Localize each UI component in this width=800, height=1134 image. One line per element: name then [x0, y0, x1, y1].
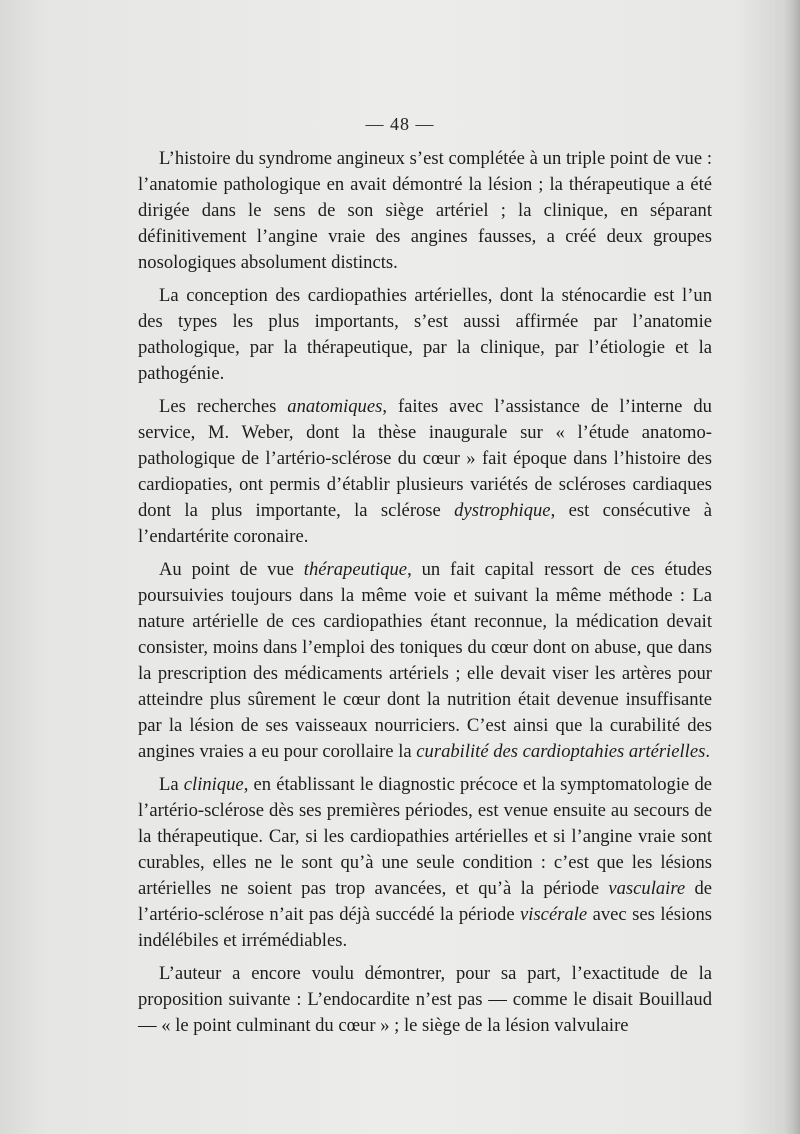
text-run: La conception des cardiopathies artérielles, dont la sténocardie est l’un des types les plus importants, s’est aussi affirmée par l’anatomie pathologique, par la thérapeutique, par la clinique, par l’étiologie et la pathogénie. — [138, 285, 712, 384]
text-run: L’histoire du syndrome angineux s’est complétée à un triple point de vue : l’anatomie pathologique en avait démontré la lésion ; la thérapeutique a été dirigée dans le sens de son siège artériel ; la clinique, en séparant définitivement l’angine vraie des angines fausses, a créé deux groupes nosologiques absolument distincts. — [138, 148, 712, 273]
italic-term: curabilité des cardioptahies artérielles — [416, 741, 706, 762]
italic-term: vasculaire — [608, 878, 686, 899]
paragraph — [138, 283, 712, 387]
paragraph — [138, 394, 712, 550]
text-run: Les recherches — [159, 396, 288, 417]
italic-term: thérapeutique — [303, 559, 408, 580]
paragraph — [138, 146, 712, 276]
text-run: Au point de vue — [159, 559, 304, 580]
italic-term: dystrophique — [454, 500, 551, 521]
italic-term: clinique — [183, 774, 244, 795]
page-number: — 48 — — [365, 114, 435, 134]
text-run: avec ses lésions indélébiles et irrémédiables. — [138, 904, 712, 951]
text-run: . — [705, 741, 710, 762]
text-run: , faites avec l’assistance de l’interne du service, M. Weber, dont la thèse inaugurale sur « l’étude anatomo-pathologique de l’artério-sclérose du cœur » fait époque dans l’histoire des cardiopaties, ont permis d’établir plusieurs variétés de scléroses cardiaques dont la plus importante, la sclérose — [138, 396, 712, 521]
paragraph — [138, 772, 712, 954]
paragraph — [138, 557, 712, 765]
text-run: , en établissant le diagnostic précoce et la symptomatologie de l’artério-sclérose dès ses premières périodes, est venue ensuite au secours de la thérapeutique. Car, si les cardiopathies artérielles et si l’angine vraie sont curables, elles ne le sont qu’à une seule condition : c’est que les lésions artérielles ne soient pas trop avancées, et qu’à la période — [138, 774, 712, 899]
text-run: La — [159, 774, 184, 795]
text-run: , un fait capital ressort de ces études poursuivies toujours dans la même voie et suivant la même méthode : La nature artérielle de ces cardiopathies étant reconnue, la médication devait consister, moins dans l’emploi des toniques du cœur dont on abuse, que dans la prescription des médicaments artériels ; elle devait viser les artères pour atteindre plus sûrement le cœur dont la nutrition était devenue insuffisante par la lésion de ses vaisseaux nourriciers. C’est ainsi que la curabilité des angines vraies a eu pour corollaire la — [138, 559, 712, 762]
italic-term: viscérale — [520, 904, 588, 925]
page-edge-shadow — [784, 0, 800, 1134]
text-run: , est consécutive à l’endartérite coronaire. — [138, 500, 712, 547]
text-run: L’auteur a encore voulu démontrer, pour sa part, l’exactitude de la proposition suivante : L’endocardite n’est pas — comme le disait Bouillaud — « le point culminant du cœur » ; le siège de la lésion valvulaire — [138, 963, 712, 1036]
body-text — [138, 146, 712, 1039]
paragraph — [138, 961, 712, 1039]
italic-term: anatomiques — [287, 396, 383, 417]
text-run: de l’artério-sclérose n’ait pas déjà succédé la période — [138, 878, 712, 925]
